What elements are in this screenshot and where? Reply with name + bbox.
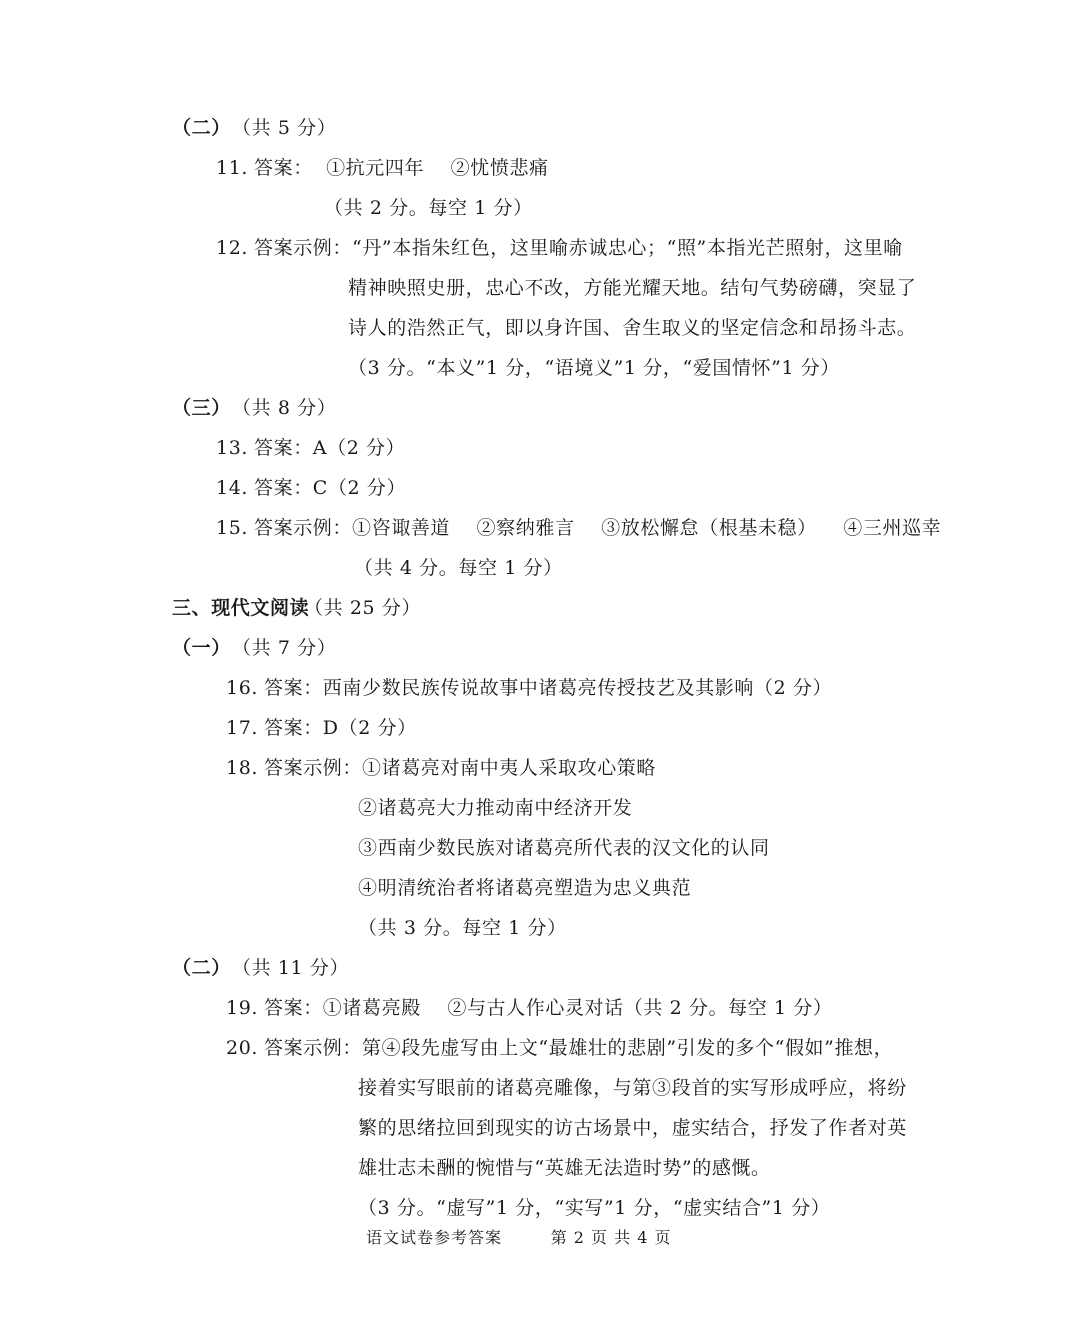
question-number: 15. — [216, 517, 249, 539]
answer-text: 答案：①诸葛亮殿 ②与古人作心灵对话（共 2 分。每空 1 分） — [264, 997, 833, 1019]
answer-text: 答案：D（2 分） — [264, 717, 417, 739]
answer-line: ②诸葛亮大力推动南中经济开发 — [358, 797, 633, 819]
question-number: 17. — [226, 717, 259, 739]
answer-line: 诗人的浩然正气，即以身许国、舍生取义的坚定信念和昂扬斗志。 — [348, 317, 917, 339]
answer-line: 答案示例：①诸葛亮对南中夷人采取攻心策略 — [264, 757, 657, 779]
section-heading: （二） — [172, 957, 231, 979]
question-number: 18. — [226, 757, 259, 779]
answer-line: 繁的思绪拉回到现实的访古场景中，虚实结合，抒发了作者对英 — [358, 1117, 907, 1139]
question-number: 19. — [226, 997, 259, 1019]
question-number: 14. — [216, 477, 249, 499]
question-number: 12. — [216, 237, 249, 259]
answer-line: 答案示例：“丹”本指朱红色，这里喻赤诚忠心；“照”本指光芒照射，这里喻 — [254, 237, 903, 259]
section-heading: （三） — [172, 397, 231, 419]
answer-text: 答案：A（2 分） — [254, 437, 406, 459]
section-heading: （二） — [172, 117, 231, 139]
answer-text: 答案：C（2 分） — [254, 477, 407, 499]
score-note: （共 2 分。每空 1 分） — [324, 197, 533, 219]
question-number: 16. — [226, 677, 259, 699]
answer-line: ③西南少数民族对诸葛亮所代表的汉文化的认同 — [358, 837, 770, 859]
answer-text: 答案：西南少数民族传说故事中诸葛亮传授技艺及其影响（2 分） — [264, 677, 833, 699]
score-note: （3 分。“虚写”1 分，“实写”1 分，“虚实结合”1 分） — [358, 1197, 831, 1219]
score-note: （共 3 分。每空 1 分） — [358, 917, 567, 939]
answer-text: 答案示例：①咨诹善道 ②察纳雅言 ③放松懈怠（根基未稳） ④三州巡幸 — [254, 517, 942, 539]
page-footer: 语文试卷参考答案 第 2 页 共 4 页 — [366, 1228, 672, 1247]
answer-line: 雄壮志未酬的惋惜与“英雄无法造时势”的感慨。 — [358, 1157, 771, 1179]
score-note: （3 分。“本义”1 分，“语境义”1 分，“爱国情怀”1 分） — [348, 357, 840, 379]
section-points: （共 7 分） — [232, 637, 337, 659]
section-heading: （一） — [172, 637, 231, 659]
section-points: （共 8 分） — [232, 397, 337, 419]
question-number: 11. — [216, 157, 249, 179]
part-heading: 三、现代文阅读 — [172, 597, 310, 619]
answer-line: ④明清统治者将诸葛亮塑造为忠义典范 — [358, 877, 692, 899]
question-number: 13. — [216, 437, 249, 459]
answer-line: 精神映照史册，忠心不改，方能光耀天地。结句气势磅礴，突显了 — [348, 277, 917, 299]
answer-line: 接着实写眼前的诸葛亮雕像，与第③段首的实写形成呼应，将纷 — [358, 1077, 907, 1099]
answer-text: 答案： ①抗元四年 ②忧愤悲痛 — [254, 157, 549, 179]
part-points: （共 25 分） — [304, 597, 422, 619]
question-number: 20. — [226, 1037, 259, 1059]
score-note: （共 4 分。每空 1 分） — [354, 557, 563, 579]
section-points: （共 5 分） — [232, 117, 337, 139]
section-points: （共 11 分） — [232, 957, 350, 979]
answer-line: 答案示例：第④段先虚写由上文“最雄壮的悲剧”引发的多个“假如”推想， — [264, 1037, 894, 1059]
